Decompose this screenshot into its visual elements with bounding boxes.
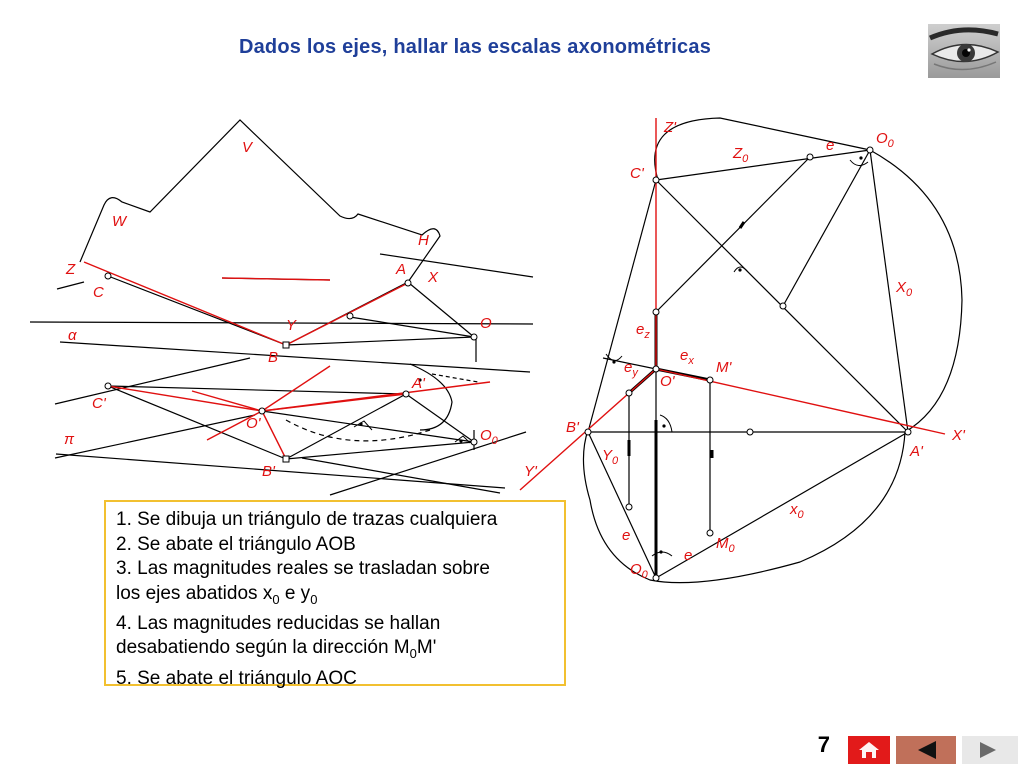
plane-line-6: [302, 458, 500, 493]
previous-button[interactable]: [896, 736, 956, 764]
label-ez: $e_z$: [636, 321, 650, 341]
label-h: H: [418, 232, 429, 249]
triangle-right-icon: [962, 736, 1018, 764]
step-3: 3. Las magnitudes reales se trasladan sobre: [116, 558, 490, 579]
label-v: V: [242, 139, 253, 156]
step-4: 4. Las magnitudes reducidas se hallan: [116, 612, 441, 634]
label-b: B: [268, 349, 279, 366]
label-ey: $e_y$: [624, 359, 638, 379]
plane-line-3: [60, 342, 530, 372]
label-z-prime: Z': [664, 119, 677, 136]
left-points: [105, 273, 477, 462]
label-m-prime: M': [716, 359, 732, 376]
planes-outline: [80, 120, 440, 345]
label-c-prime-r: C': [630, 165, 644, 182]
axis-x-prime: [656, 369, 945, 434]
step-2: 2. Se abate el triángulo AOB: [116, 533, 356, 555]
label-o-prime-r: O': [660, 373, 675, 390]
steps-text-box: [104, 500, 566, 689]
label-o0-bottom: $O_0$: [630, 561, 648, 581]
step-3-continued: los ejes abatidos $x_0$ e $y_0$: [116, 582, 318, 607]
page-title: Dados los ejes, hallar las escalas axonométricas: [238, 36, 712, 58]
label-o-prime: O': [246, 415, 261, 432]
label-c: C: [93, 284, 104, 301]
label-o0-top: $O_0$: [876, 130, 894, 150]
label-a-prime-r: A': [910, 443, 923, 460]
label-z0: $Z_0$: [733, 145, 749, 165]
label-pi: π: [64, 431, 75, 448]
label-e-top: e: [826, 137, 835, 154]
dashed-arc: [286, 420, 430, 441]
plane-line-5: [55, 415, 255, 458]
label-e-bottom: e: [684, 547, 693, 564]
label-o0: $O_0$: [480, 427, 498, 447]
label-a: A: [396, 261, 407, 278]
plane-trace-red: [222, 278, 330, 280]
pi-plane-edge: [56, 454, 505, 488]
label-b-prime-r: B': [566, 419, 579, 436]
label-ex: $e_x$: [680, 347, 694, 367]
next-button[interactable]: [962, 736, 1018, 764]
step-1: 1. Se dibuja un triángulo de trazas cualquiera: [116, 509, 498, 530]
plane-line-4: [55, 358, 250, 404]
plane-line-2: [57, 282, 84, 289]
label-alpha: α: [68, 327, 77, 344]
right-red-axes: [520, 118, 945, 490]
home-button[interactable]: [848, 736, 890, 764]
label-a-prime: A': [412, 375, 425, 392]
step-5: 5. Se abate el triángulo AOC: [116, 667, 357, 689]
thick-segments: [629, 222, 744, 578]
right-figure: [583, 118, 962, 583]
step-4-continued: desabatiendo según la dirección $M_0M'$: [116, 637, 437, 662]
abatement-arc: [410, 364, 452, 430]
label-y: Y: [286, 317, 297, 334]
label-x-prime: X': [952, 427, 965, 444]
right-dots: [612, 156, 862, 553]
label-x0-low: $x_0$: [790, 501, 804, 521]
triangle-left-icon: [896, 736, 956, 764]
page-number: 7: [817, 732, 830, 757]
label-y-prime: Y': [524, 463, 537, 480]
label-x: X: [428, 269, 439, 286]
label-m0: $M_0$: [716, 535, 735, 555]
label-b-prime: B': [262, 463, 275, 480]
left-figure: [30, 120, 533, 495]
axis-x-red: [286, 283, 408, 345]
label-e-left: e: [622, 527, 631, 544]
home-icon: [848, 736, 890, 764]
label-o: O: [480, 315, 492, 332]
label-y0: $Y_0$: [602, 447, 619, 467]
label-x0: $X_0$: [896, 279, 913, 299]
label-z: Z: [66, 261, 76, 278]
axis-z-red: [84, 262, 286, 345]
label-w: W: [112, 213, 127, 230]
construction-circle: [583, 118, 962, 583]
label-c-prime: C': [92, 395, 106, 412]
